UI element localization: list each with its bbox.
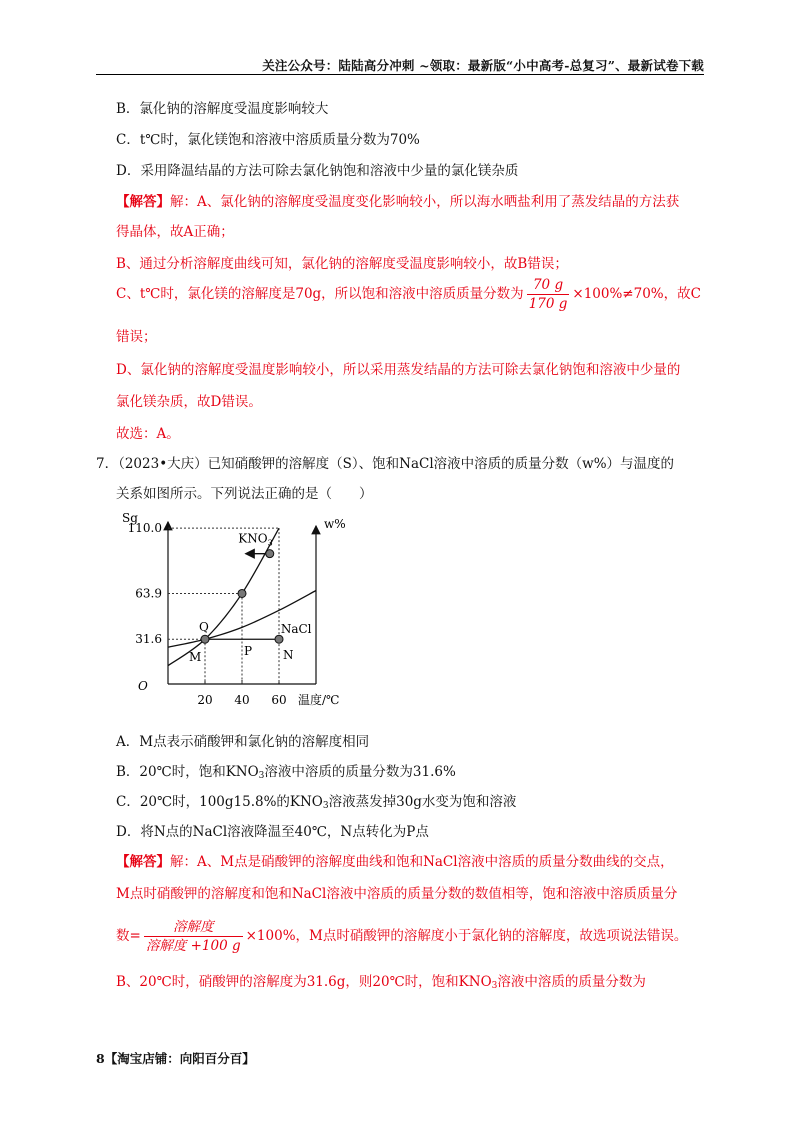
series-kno3-label: $KNO_3$ xyxy=(238,531,273,548)
x-tick-label: 40 xyxy=(234,693,250,707)
answer-tag: 【解答】 xyxy=(116,194,170,210)
text: C．20℃时，100g15.8%的KNO xyxy=(116,794,323,810)
q6-answer-b: B、通过分析溶解度曲线可知，氯化钠的溶解度受温度影响较小，故B错误； xyxy=(116,256,568,272)
fraction-numerator: 70 g xyxy=(527,276,570,295)
y-tick-label: 110.0 xyxy=(127,521,162,536)
text: 溶液中溶质的质量分数为 xyxy=(497,974,646,990)
header-rule xyxy=(96,74,704,75)
q6-answer-a-line2: 得晶体，故A正确； xyxy=(116,224,234,240)
solubility-chart xyxy=(118,508,358,722)
subscript: 3 xyxy=(258,771,265,781)
series-kno3-line xyxy=(168,528,279,665)
fraction xyxy=(527,276,570,313)
text: B、20℃时，硝酸钾的溶解度为31.6g，则20℃时，饱和KNO xyxy=(116,974,492,990)
q6-answer-d-line2: 氯化镁杂质，故D错误。 xyxy=(116,394,262,410)
point-label-p: P xyxy=(244,644,253,659)
y-axis-label: Sg xyxy=(122,511,138,525)
page-footer: 8【淘宝店铺：向阳百分百】 xyxy=(96,1051,255,1066)
q7-option-c xyxy=(116,790,516,811)
q6-answer-c-line2: 错误； xyxy=(116,329,157,345)
fraction-numerator: 溶解度 xyxy=(144,918,243,937)
text: 溶液蒸发掉30g水变为饱和溶液 xyxy=(328,794,517,810)
q6-option-d: D．采用降温结晶的方法可除去氯化钠饱和溶液中少量的氯化镁杂质 xyxy=(116,163,519,179)
q6-final-answer: 故选：A。 xyxy=(116,426,180,442)
q6-answer-c-line1 xyxy=(116,276,701,313)
q6-option-c: C．t℃时，氯化镁饱和溶液中溶质质量分数为70% xyxy=(116,132,420,148)
q6-answer-a-line1 xyxy=(116,190,679,210)
x-tick-label: 20 xyxy=(197,693,213,707)
q7-option-a: A．M点表示硝酸钾和氯化钠的溶解度相同 xyxy=(116,734,370,750)
point-n-dot xyxy=(275,635,283,643)
point-label-n: N xyxy=(283,648,294,663)
q7-answer-a-line3 xyxy=(116,918,687,955)
q7-stem-line1: 7．（2023•大庆）已知硝酸钾的溶解度（S）、饱和NaCl溶液中溶质的质量分数（w%）与温度的 xyxy=(96,456,675,472)
y2-axis-label: w% xyxy=(324,517,346,531)
series-nacl-label: NaCl xyxy=(280,622,312,636)
series-kno3-label-sub: 3 xyxy=(267,538,273,548)
fraction xyxy=(144,918,243,955)
answer-text: 解：A、M点是硝酸钾的溶解度曲线和饱和NaCl溶液中溶质的质量分数曲线的交点， xyxy=(170,854,674,870)
point-label-q: Q xyxy=(199,620,209,635)
q7-stem-line2: 关系如图所示。下列说法正确的是（ ） xyxy=(116,486,373,502)
point-q-dot xyxy=(201,635,209,643)
fraction-denominator: 溶解度 +100 g xyxy=(145,938,241,954)
origin-label: O xyxy=(138,679,148,693)
kno3-point-40 xyxy=(238,589,246,597)
q7-answer-b-line1 xyxy=(116,970,646,991)
subscript: 3 xyxy=(491,981,498,991)
chart-svg xyxy=(118,508,358,718)
text: B．20℃时，饱和KNO xyxy=(116,764,259,780)
y-tick-label: 31.6 xyxy=(135,632,162,647)
answer-text: ×100%≠70%，故C xyxy=(572,286,701,302)
subscript: 3 xyxy=(322,801,329,811)
answer-tag: 【解答】 xyxy=(116,854,170,870)
answer-text: 数= xyxy=(116,928,141,944)
q6-option-b: B．氯化钠的溶解度受温度影响较大 xyxy=(116,101,329,117)
point-label-m: M xyxy=(189,650,202,665)
kno3-arrow-point xyxy=(266,550,274,558)
y-tick-label: 63.9 xyxy=(135,586,162,601)
text: 溶液中溶质的质量分数为31.6% xyxy=(264,764,456,780)
q7-option-b xyxy=(116,760,456,781)
answer-text: ×100%，M点时硝酸钾的溶解度小于氯化钠的溶解度，故选项说法错误。 xyxy=(245,928,688,944)
q7-answer-a-line1 xyxy=(116,850,674,870)
answer-text: 解：A、氯化钠的溶解度受温度变化影响较小，所以海水晒盐利用了蒸发结晶的方法获 xyxy=(170,194,680,210)
q7-answer-a-line2: M点时硝酸钾的溶解度和饱和NaCl溶液中溶质的质量分数的数值相等，饱和溶液中溶质质量分 xyxy=(116,886,678,902)
q6-answer-d-line1: D、氯化钠的溶解度受温度影响较小，所以采用蒸发结晶的方法可除去氯化钠饱和溶液中少量的 xyxy=(116,362,681,378)
q7-option-d: D．将N点的NaCl溶液降温至40℃，N点转化为P点 xyxy=(116,824,429,840)
x-axis-label: 温度/℃ xyxy=(298,693,340,707)
x-tick-label: 60 xyxy=(271,693,287,707)
page-header: 关注公众号：陆陆高分冲刺 ~领取：最新版“小中高考-总复习”、最新试卷下载 xyxy=(262,58,704,73)
fraction-denominator: 170 g xyxy=(528,296,568,312)
answer-text: C、t℃时，氯化镁的溶解度是70g，所以饱和溶液中溶质质量分数为 xyxy=(116,286,524,302)
